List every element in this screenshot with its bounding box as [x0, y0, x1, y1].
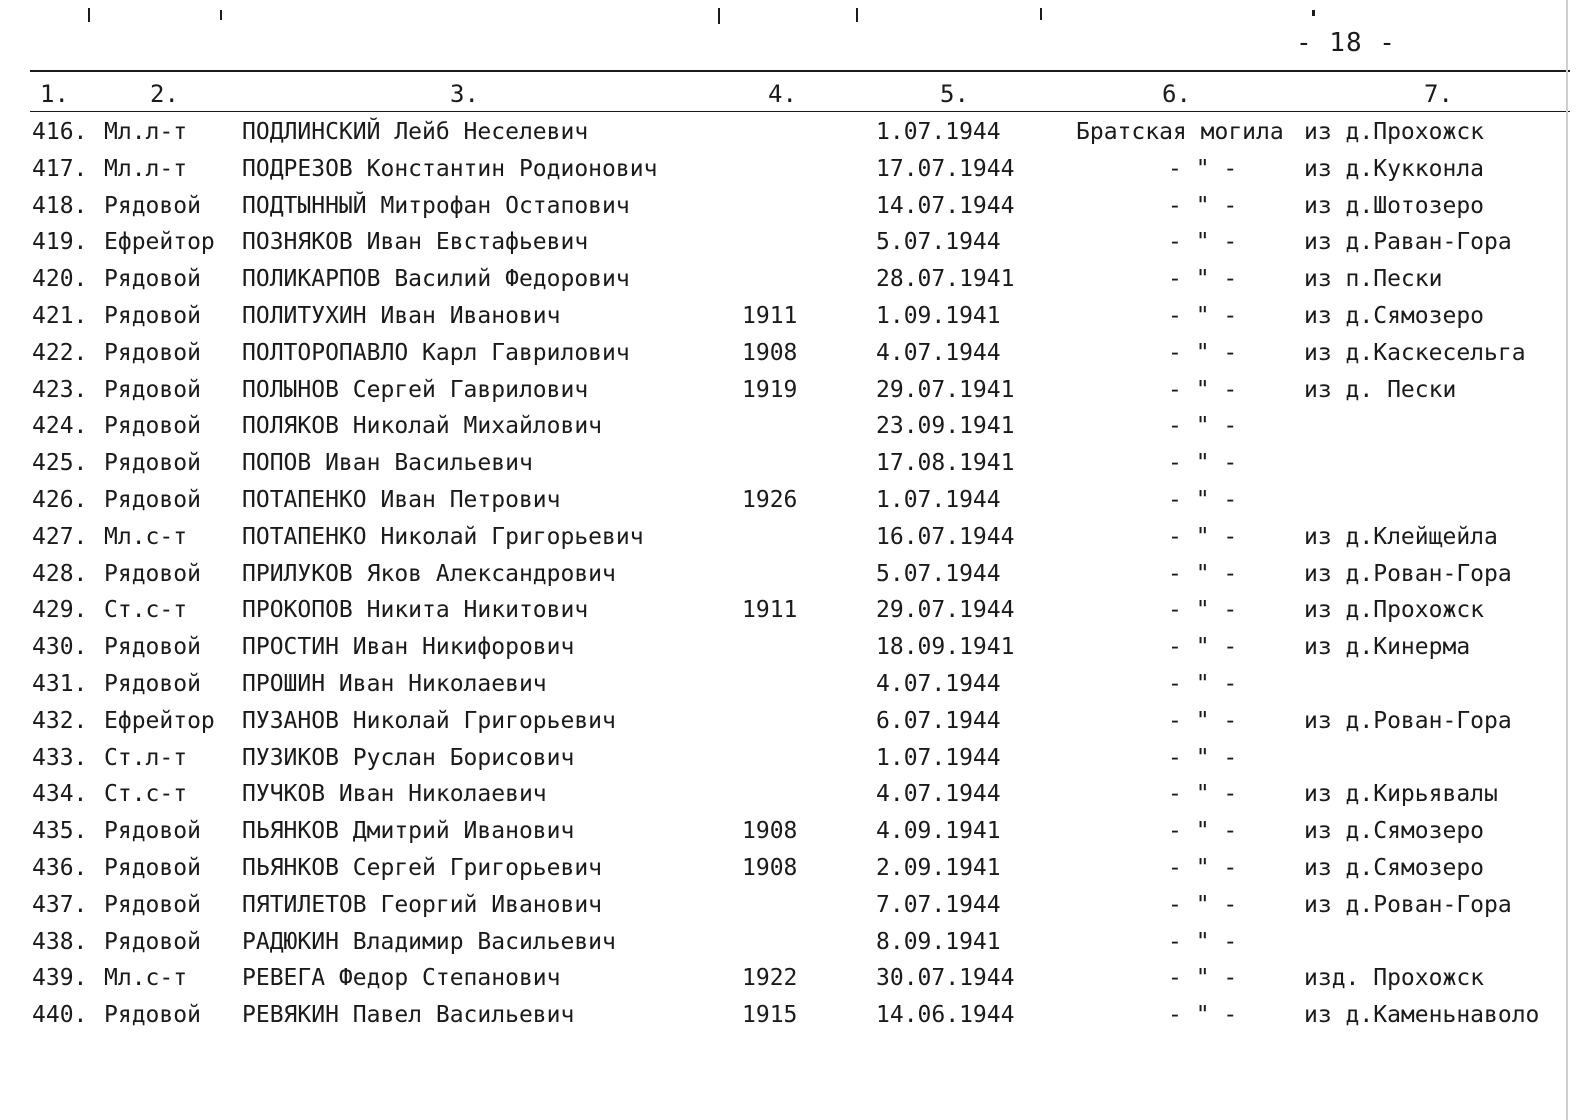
death-date: 4.07.1944	[876, 781, 1001, 808]
row-number: 424.	[32, 413, 88, 440]
rank: Мл.с-т	[104, 965, 188, 992]
full-name: ПОЛЯКОВ Николай Михайлович	[242, 413, 603, 440]
list-row	[0, 188, 1588, 224]
burial-place: - " -	[1168, 376, 1238, 403]
list-row	[0, 224, 1588, 260]
burial-place: - " -	[1168, 855, 1238, 881]
burial-place: - " -	[1168, 229, 1238, 256]
rank: Ст.л-т	[104, 744, 188, 771]
reburied-from: из д.Сямозеро	[1304, 855, 1485, 881]
full-name: ПОЗНЯКОВ Иван Евстафьевич	[242, 229, 589, 256]
rank: Мл.л-т	[104, 119, 188, 145]
reburied-from: из д.Прохожск	[1304, 119, 1485, 145]
rank: Ефрейтор	[104, 707, 215, 734]
birth-year: 1911	[742, 597, 798, 624]
row-number: 418.	[32, 192, 88, 219]
full-name: РЕВЯКИН Павел Васильевич	[242, 1002, 575, 1029]
row-number: 416.	[32, 119, 88, 145]
reburied-from: из д.Клейщейла	[1304, 523, 1498, 550]
list-row	[0, 776, 1588, 812]
rank: Рядовой	[104, 855, 201, 881]
row-number: 428.	[32, 560, 88, 587]
death-date: 30.07.1944	[876, 965, 1015, 992]
list-row	[0, 298, 1588, 334]
death-date: 2.09.1941	[876, 855, 1001, 881]
list-row	[0, 482, 1588, 518]
column-number-7: 7.	[1424, 80, 1453, 108]
death-date: 28.07.1941	[876, 266, 1015, 293]
reburied-from: из д.Прохожск	[1304, 597, 1485, 624]
rank: Мл.с-т	[104, 523, 188, 550]
full-name: ПРИЛУКОВ Яков Александрович	[242, 560, 616, 587]
list-row	[0, 629, 1588, 665]
burial-place: - " -	[1168, 744, 1238, 771]
birth-year: 1922	[742, 965, 798, 992]
birth-year: 1911	[742, 303, 798, 329]
full-name: ПОТАПЕНКО Иван Петрович	[242, 487, 561, 513]
list-row	[0, 114, 1588, 150]
reburied-from: из д.Рован-Гора	[1304, 560, 1512, 587]
column-number-4: 4.	[768, 80, 797, 108]
full-name: РАДЮКИН Владимир Васильевич	[242, 928, 616, 955]
full-name: ПОПОВ Иван Васильевич	[242, 450, 533, 477]
burial-place: Братская могила	[1076, 119, 1284, 145]
full-name: ПУЗАНОВ Николай Григорьевич	[242, 707, 616, 734]
reburied-from: из д.Рован-Гора	[1304, 891, 1512, 918]
reburied-from: из д.Кинерма	[1304, 634, 1471, 661]
reburied-from: из д.Кирьявалы	[1304, 781, 1498, 808]
row-number: 429.	[32, 597, 88, 624]
full-name: ПЬЯНКОВ Сергей Григорьевич	[242, 855, 603, 881]
reburied-from: из д.Каменьнаволо	[1304, 1002, 1540, 1029]
burial-place: - " -	[1168, 781, 1238, 808]
list-row	[0, 924, 1588, 960]
row-number: 419.	[32, 229, 88, 256]
row-number: 440.	[32, 1002, 88, 1029]
full-name: ПРОКОПОВ Никита Никитович	[242, 597, 589, 624]
list-row	[0, 592, 1588, 628]
column-header-rule	[30, 111, 1570, 112]
list-row	[0, 666, 1588, 702]
full-name: ПУЗИКОВ Руслан Борисович	[242, 744, 575, 771]
burial-place: - " -	[1168, 523, 1238, 550]
binding-mark	[856, 8, 858, 22]
header-rule	[30, 70, 1570, 72]
row-number: 421.	[32, 303, 88, 329]
row-number: 417.	[32, 155, 88, 182]
death-date: 5.07.1944	[876, 560, 1001, 587]
binding-mark	[1312, 10, 1315, 16]
full-name: ПОЛЫНОВ Сергей Гаврилович	[242, 376, 589, 403]
full-name: ПЯТИЛЕТОВ Георгий Иванович	[242, 891, 603, 918]
rank: Ст.с-т	[104, 781, 188, 808]
death-date: 1.07.1944	[876, 487, 1001, 513]
reburied-from: из д.Сямозеро	[1304, 818, 1485, 845]
row-number: 435.	[32, 818, 88, 845]
burial-place: - " -	[1168, 303, 1238, 329]
full-name: ПРОСТИН Иван Никифорович	[242, 634, 575, 661]
rank: Рядовой	[104, 928, 201, 955]
death-date: 1.07.1944	[876, 119, 1001, 145]
burial-place: - " -	[1168, 707, 1238, 734]
list-row	[0, 703, 1588, 739]
burial-place: - " -	[1168, 818, 1238, 845]
death-date: 29.07.1944	[876, 597, 1015, 624]
death-date: 14.07.1944	[876, 192, 1015, 219]
reburied-from: из д.Шотозеро	[1304, 192, 1485, 219]
burial-place: - " -	[1168, 597, 1238, 624]
full-name: ПУЧКОВ Иван Николаевич	[242, 781, 547, 808]
birth-year: 1915	[742, 1002, 798, 1029]
reburied-from: изд. Прохожск	[1304, 965, 1485, 992]
column-number-3: 3.	[450, 80, 479, 108]
reburied-from: из д.Кукконла	[1304, 155, 1485, 182]
row-number: 439.	[32, 965, 88, 992]
row-number: 430.	[32, 634, 88, 661]
birth-year: 1926	[742, 487, 798, 513]
death-date: 29.07.1941	[876, 376, 1015, 403]
full-name: ПОДЛИНСКИЙ Лейб Неселевич	[242, 119, 589, 145]
list-row	[0, 151, 1588, 187]
full-name: ПРОШИН Иван Николаевич	[242, 671, 547, 697]
rank: Рядовой	[104, 818, 201, 845]
full-name: ПОЛИТУХИН Иван Иванович	[242, 303, 561, 329]
rank: Рядовой	[104, 634, 201, 661]
row-number: 434.	[32, 781, 88, 808]
row-number: 422.	[32, 339, 88, 366]
reburied-from: из д.Раван-Гора	[1304, 229, 1512, 256]
death-date: 14.06.1944	[876, 1002, 1015, 1029]
reburied-from: из д.Каскесельга	[1304, 339, 1526, 366]
binding-mark	[220, 10, 222, 20]
row-number: 431.	[32, 671, 88, 697]
burial-place: - " -	[1168, 560, 1238, 587]
death-date: 23.09.1941	[876, 413, 1015, 440]
page-number: - 18 -	[1296, 28, 1396, 58]
reburied-from: из д.Сямозеро	[1304, 303, 1485, 329]
row-number: 438.	[32, 928, 88, 955]
row-number: 432.	[32, 707, 88, 734]
full-name: ПЬЯНКОВ Дмитрий Иванович	[242, 818, 575, 845]
list-row	[0, 335, 1588, 371]
row-number: 433.	[32, 744, 88, 771]
column-number-2: 2.	[150, 80, 179, 108]
burial-place: - " -	[1168, 339, 1238, 366]
row-number: 425.	[32, 450, 88, 477]
burial-place: - " -	[1168, 671, 1238, 697]
rank: Рядовой	[104, 487, 201, 513]
death-date: 17.08.1941	[876, 450, 1015, 477]
column-number-6: 6.	[1162, 80, 1191, 108]
list-row	[0, 372, 1588, 408]
death-date: 18.09.1941	[876, 634, 1015, 661]
full-name: ПОДТЫННЫЙ Митрофан Остапович	[242, 192, 630, 219]
full-name: РЕВЕГА Федор Степанович	[242, 965, 561, 992]
list-row	[0, 408, 1588, 444]
burial-place: - " -	[1168, 450, 1238, 477]
list-row	[0, 556, 1588, 592]
burial-place: - " -	[1168, 266, 1238, 293]
reburied-from: из д.Рован-Гора	[1304, 707, 1512, 734]
burial-place: - " -	[1168, 928, 1238, 955]
death-date: 1.07.1944	[876, 744, 1001, 771]
rank: Рядовой	[104, 266, 201, 293]
rank: Рядовой	[104, 192, 201, 219]
list-row	[0, 960, 1588, 996]
rank: Рядовой	[104, 339, 201, 366]
rank: Рядовой	[104, 413, 201, 440]
death-date: 1.09.1941	[876, 303, 1001, 329]
rank: Рядовой	[104, 671, 201, 697]
row-number: 436.	[32, 855, 88, 881]
rank: Рядовой	[104, 891, 201, 918]
rank: Рядовой	[104, 450, 201, 477]
page-edge	[1566, 0, 1568, 1120]
full-name: ПОТАПЕНКО Николай Григорьевич	[242, 523, 644, 550]
burial-place: - " -	[1168, 155, 1238, 182]
burial-place: - " -	[1168, 413, 1238, 440]
binding-mark	[1040, 8, 1042, 20]
row-number: 426.	[32, 487, 88, 513]
row-number: 437.	[32, 891, 88, 918]
rank: Мл.л-т	[104, 155, 188, 182]
birth-year: 1919	[742, 376, 798, 403]
binding-mark	[718, 8, 720, 24]
list-row	[0, 740, 1588, 776]
full-name: ПОДРЕЗОВ Константин Родионович	[242, 155, 658, 182]
death-date: 5.07.1944	[876, 229, 1001, 256]
birth-year: 1908	[742, 339, 798, 366]
death-date: 16.07.1944	[876, 523, 1015, 550]
list-row	[0, 445, 1588, 481]
list-row	[0, 261, 1588, 297]
burial-place: - " -	[1168, 965, 1238, 992]
burial-place: - " -	[1168, 192, 1238, 219]
burial-place: - " -	[1168, 891, 1238, 918]
burial-place: - " -	[1168, 634, 1238, 661]
reburied-from: из п.Пески	[1304, 266, 1443, 293]
death-date: 6.07.1944	[876, 707, 1001, 734]
death-date: 4.07.1944	[876, 339, 1001, 366]
list-row	[0, 850, 1588, 886]
death-date: 7.07.1944	[876, 891, 1001, 918]
rank: Рядовой	[104, 560, 201, 587]
list-row	[0, 887, 1588, 923]
birth-year: 1908	[742, 818, 798, 845]
rank: Ефрейтор	[104, 229, 215, 256]
row-number: 420.	[32, 266, 88, 293]
burial-place: - " -	[1168, 1002, 1238, 1029]
row-number: 423.	[32, 376, 88, 403]
reburied-from: из д. Пески	[1304, 376, 1457, 403]
column-number-1: 1.	[40, 80, 69, 108]
list-row	[0, 519, 1588, 555]
rank: Ст.с-т	[104, 597, 188, 624]
rank: Рядовой	[104, 1002, 201, 1029]
row-number: 427.	[32, 523, 88, 550]
list-row	[0, 997, 1588, 1033]
rank: Рядовой	[104, 303, 201, 329]
binding-mark	[88, 8, 90, 22]
birth-year: 1908	[742, 855, 798, 881]
rank: Рядовой	[104, 376, 201, 403]
list-row	[0, 813, 1588, 849]
death-date: 4.07.1944	[876, 671, 1001, 697]
full-name: ПОЛИКАРПОВ Василий Федорович	[242, 266, 630, 293]
death-date: 8.09.1941	[876, 928, 1001, 955]
full-name: ПОЛТОРОПАВЛО Карл Гаврилович	[242, 339, 630, 366]
column-number-5: 5.	[940, 80, 969, 108]
burial-place: - " -	[1168, 487, 1238, 513]
death-date: 4.09.1941	[876, 818, 1001, 845]
death-date: 17.07.1944	[876, 155, 1015, 182]
